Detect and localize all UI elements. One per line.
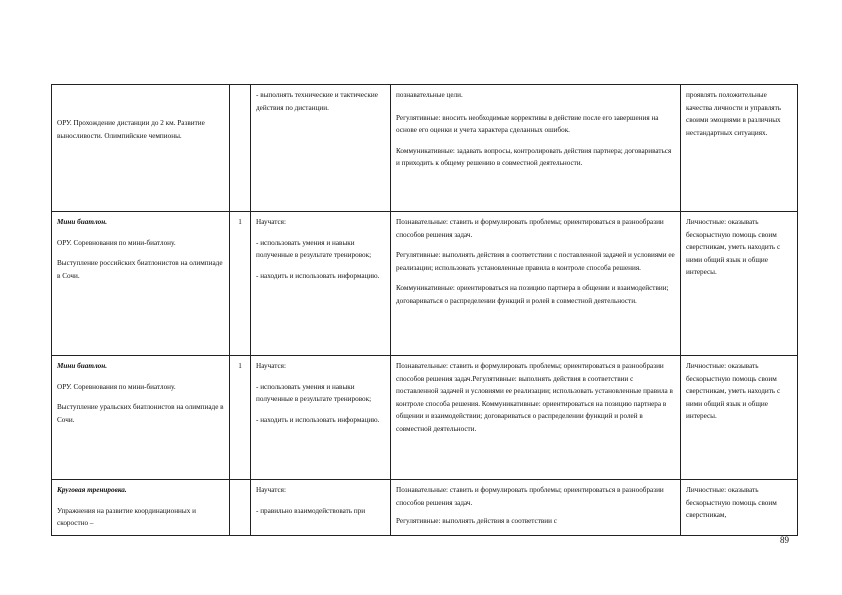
table-row	[52, 212, 798, 356]
topic-line: ОРУ. Прохождение дистанции до 2 км. Развитие выносливости. Олимпийские чемпионы.	[57, 119, 205, 140]
table-row	[52, 356, 798, 480]
personal-cell	[681, 480, 798, 536]
topic-line: ОРУ. Соревнования по мини-биатлону.	[57, 382, 176, 391]
hours-cell: 1	[230, 356, 251, 480]
topic-title: Круговая тренировка.	[57, 486, 127, 494]
lesson-plan-table	[51, 84, 798, 536]
hours-cell: 1	[230, 212, 251, 356]
uud-paragraph: Познавательные: ставить и формулировать проблемы; ориентироваться в разнообразии способов решения задач.Регулятивные: выполнять действия в соответствии с поставленной задачей и условиями ее реализации; использовать установленные правила в контроле способа решения. Коммуникативные: ориентироваться на позицию партнера в общении и взаимодействии; договариваться о распределении функций и ролей в совместной деятельности.	[396, 362, 673, 433]
personal-text: Личностные: оказывать бескорыстную помощь своим сверстникам, уметь находить с ними общий язык и общие интересы.	[686, 218, 781, 276]
uud-paragraph: Регулятивные: выполнять действия в соответствии с поставленной задачей и условиями ее реализации; использовать установленные правила в контроле способа решения.	[396, 251, 675, 272]
uud-paragraph: Регулятивные: вносить необходимые коррективы в действие после его завершения на основе его оценки и учета характера сделанных ошибок.	[396, 113, 659, 134]
skill-line: - правильно взаимодействовать при	[256, 506, 366, 515]
personal-cell	[681, 212, 798, 356]
hours-cell	[230, 480, 251, 536]
skill-line: Научатся:	[256, 362, 286, 370]
uud-paragraph: Коммуникативные: задавать вопросы, контролировать действия партнера; договариваться и приходить к общему решению в совместной деятельности.	[396, 146, 672, 167]
topic-cell	[52, 356, 230, 480]
uud-cell	[391, 356, 681, 480]
topic-line: ОРУ. Соревнования по мини-биатлону.	[57, 238, 176, 247]
skill-line: - выполнять технические и тактические действия по дистанции.	[256, 91, 378, 112]
skill-line: Научатся:	[256, 486, 286, 494]
topic-title: Мини биатлон.	[57, 362, 108, 370]
skills-cell	[251, 480, 391, 536]
topic-cell	[52, 480, 230, 536]
skill-line: - находить и использовать информацию.	[256, 415, 380, 424]
topic-line: Упражнения на развитие координационных и скоростно –	[57, 506, 196, 527]
topic-cell	[52, 85, 230, 212]
uud-cell	[391, 480, 681, 536]
uud-paragraph: познавательные цели.	[396, 91, 463, 99]
uud-paragraph: Регулятивные: выполнять действия в соответствии с	[396, 517, 557, 525]
uud-paragraph: Познавательные: ставить и формулировать проблемы; ориентироваться в разнообразии способов решения задач.	[396, 218, 664, 239]
skill-line: - использовать умения и навыки полученные в результате тренировок;	[256, 238, 372, 259]
skills-cell	[251, 212, 391, 356]
personal-text: Личностные: оказывать бескорыстную помощь своим сверстникам, уметь находить с ними общий язык и общие интересы.	[686, 362, 781, 420]
topic-cell	[52, 212, 230, 356]
personal-text: проявлять положительные качества личности и управлять своими эмоциями в различных нестандартных ситуациях.	[686, 91, 782, 137]
topic-title: Мини биатлон.	[57, 218, 108, 226]
skill-line: - использовать умения и навыки полученные в результате тренировок;	[256, 382, 372, 403]
personal-cell	[681, 356, 798, 480]
uud-cell	[391, 212, 681, 356]
uud-paragraph: Познавательные: ставить и формулировать проблемы; ориентироваться в разнообразии способов решения задач.	[396, 486, 664, 507]
skills-cell	[251, 85, 391, 212]
uud-paragraph: Коммуникативные: ориентироваться на позицию партнера в общении и взаимодействии; договариваться о распределении функций и ролей в совместной деятельности.	[396, 284, 669, 305]
personal-text: Личностные: оказывать бескорыстную помощь своим сверстникам,	[686, 486, 777, 519]
table-row	[52, 480, 798, 536]
hours-cell	[230, 85, 251, 212]
topic-line: Выступление российских биатлонистов на олимпиаде в Сочи.	[57, 259, 223, 280]
table-row	[52, 85, 798, 212]
page-number: 89	[780, 535, 789, 545]
skill-line: - находить и использовать информацию.	[256, 271, 380, 280]
personal-cell	[681, 85, 798, 212]
skills-cell	[251, 356, 391, 480]
skill-line: Научатся:	[256, 218, 286, 226]
uud-cell	[391, 85, 681, 212]
topic-line: Выступление уральских биатлонистов на олимпиаде в Сочи.	[57, 403, 224, 424]
